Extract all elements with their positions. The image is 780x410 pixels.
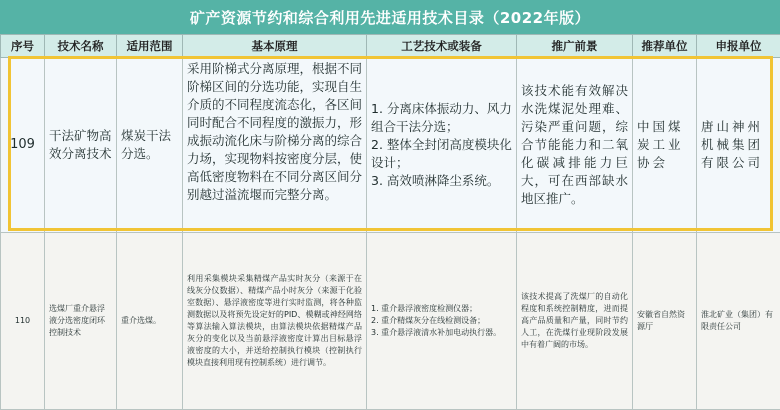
catalog-title: 矿产资源节约和综合利用先进适用技术目录（2022年版） [0,0,780,34]
process-item: 1. 分离床体振动力、风力组合干法分选； [371,100,512,136]
header-applicant: 申报单位 [697,35,780,58]
table-row [1,58,780,233]
row-scope [117,58,183,233]
header-recommender: 推荐单位 [633,35,697,58]
row-seq: 109 [1,58,45,233]
row-prospect-text: 该技术提高了洗煤厂的自动化程度和系统控制精度，进而提高产品质量和产量，同时节约人工，在洗煤行业现阶段发展中有着广阔的市场。 [517,289,632,353]
row-process-list [367,301,516,341]
row-tech-name-text: 干法矿物高效分离技术 [45,125,116,165]
table-header-row [1,35,780,58]
row-principle [183,233,367,410]
row-prospect-text: 该技术能有效解决水洗煤泥处理难、污染严重问题，综合节能能力和二氧化碳减排能力巨大，可在西部缺水地区推广。 [517,80,632,210]
row-process [367,233,517,410]
table-row [1,233,780,410]
row-recommender [633,233,697,410]
row-tech-name [45,58,117,233]
row-principle [183,58,367,233]
technology-catalog-table [0,34,780,410]
header-process: 工艺技术或装备 [367,35,517,58]
row-principle-text: 利用采集模块采集精煤产品实时灰分（来源于在线灰分仪数据）、精煤产品小时灰分（来源于化验室数据）、悬浮液密度等进行实时监测，将各种监测数据以及将预先设定好的PID、模糊或神经网络等算法输入算法模块，由算法模块依据精煤产品灰分的变化以及当前悬浮液密度计算出目标悬浮液密度的大小，并送给控制执行模块（控制执行模块直接利用现有控制系统）进行调节。 [183,271,366,371]
row-scope-text: 煤炭干法分选。 [117,125,182,165]
header-seq: 序号 [1,35,45,58]
header-tech-name: 技术名称 [45,35,117,58]
row-process [367,58,517,233]
row-prospect [517,233,633,410]
row-tech-name-text: 选煤厂重介悬浮液分选密度闭环控制技术 [45,301,116,341]
process-item: 3. 重介悬浮液清水补加电动执行器。 [371,327,512,339]
row-scope-text: 重介选煤。 [117,313,182,329]
header-scope: 适用范围 [117,35,183,58]
process-item: 1. 重介悬浮液密度检测仪器； [371,303,512,315]
row-recommender-text: 安徽省自然资源厅 [633,307,696,335]
row-recommender [633,58,697,233]
row-principle-text: 采用阶梯式分离原理，根据不同阶梯区间的分选功能，实现自生介质的不同程度流态化，各区间同时配合不同程度的激振力，形成振动流化床与阶梯分离的综合力场，实现物料按密度分层，使高低密度物料在不同分离区间分别越过溢流堰而完整分离。 [183,58,366,232]
process-item: 2. 重介精煤灰分在线检测设备； [371,315,512,327]
header-principle: 基本原理 [183,35,367,58]
process-item: 3. 高效喷淋降尘系统。 [371,172,512,190]
row-applicant-text: 唐山神州机械集团有限公司 [697,116,780,174]
row-scope [117,233,183,410]
row-prospect [517,58,633,233]
row-process-list [367,98,516,192]
header-prospect: 推广前景 [517,35,633,58]
row-applicant [697,233,780,410]
process-item: 2. 整体全封闭高度模块化设计； [371,136,512,172]
row-applicant-text: 淮北矿业（集团）有限责任公司 [697,307,780,335]
row-applicant [697,58,780,233]
row-recommender-text: 中国煤炭工业协会 [633,116,696,174]
row-seq: 110 [1,233,45,410]
row-tech-name [45,233,117,410]
